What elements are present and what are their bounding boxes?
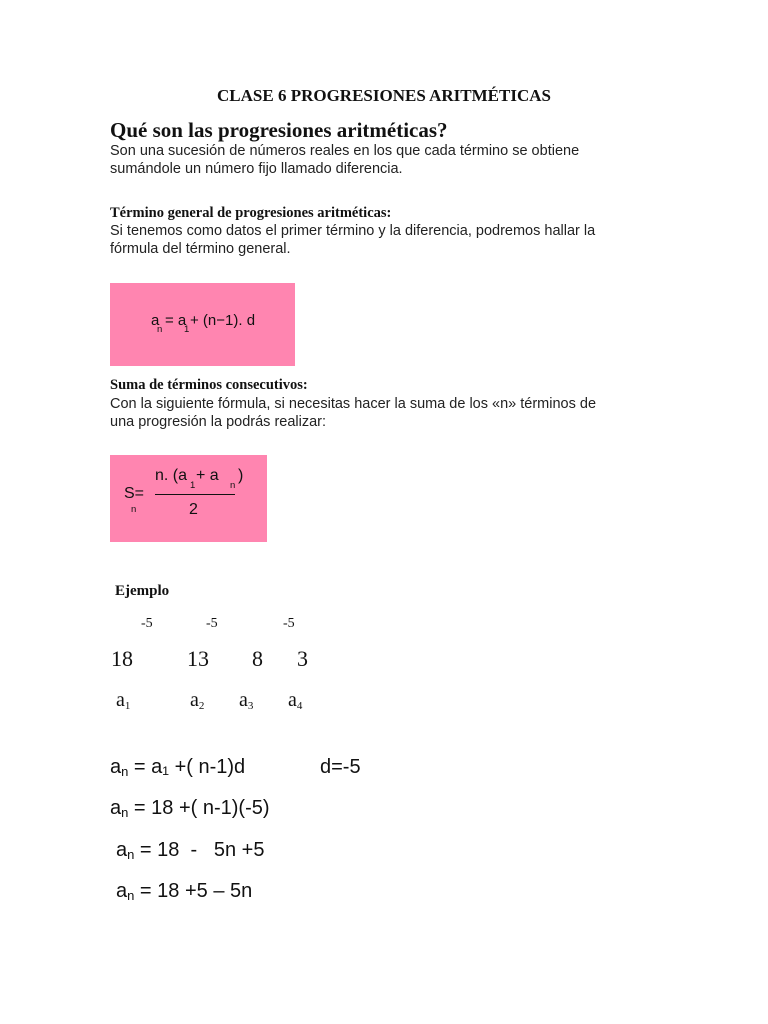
term-label-1: $a_1$ — [116, 689, 131, 712]
term-label-4: $a_4$ — [288, 689, 303, 712]
general-term-formula-box — [110, 283, 295, 366]
sum-line-1: Con la siguiente fórmula, si necesitas hacer la suma de los «n» términos de — [110, 396, 597, 412]
term-label-2: $a_2$ — [190, 689, 205, 712]
sum-formula-box — [110, 455, 267, 542]
sum-heading: Suma de términos consecutivos: — [110, 377, 308, 393]
difference-3: -5 — [283, 616, 295, 631]
sum-s-sub: n — [131, 504, 137, 515]
sum-num-n: n — [230, 480, 236, 491]
term-body — [110, 222, 595, 258]
fraction-bar — [155, 494, 235, 495]
sum-line-2: una progresión la podrás realizar: — [110, 414, 327, 430]
equation-1: $a_n = a_1$ +( n-1)d — [110, 756, 246, 779]
difference-1: -5 — [141, 616, 153, 631]
what-body — [110, 142, 579, 178]
sequence-term-2: 13 — [187, 646, 209, 671]
term-line-2: fórmula del término general. — [110, 241, 291, 257]
formula-n-sub: n — [157, 324, 163, 335]
what-line-2: sumándole un número fijo llamado diferencia. — [110, 161, 403, 177]
formula-rest: + (n−1). d — [190, 312, 256, 329]
sum-num-1: 1 — [190, 480, 196, 491]
what-line-1: Son una sucesión de números reales en los que cada término se obtiene — [110, 143, 580, 159]
formula-a: a — [151, 312, 160, 329]
sum-num-close: ) — [238, 467, 244, 484]
sum-num-plus: + a — [196, 467, 219, 484]
equation-3: $a_n = 18 - 5n +5$ — [116, 839, 265, 862]
term-heading: Término general de progresiones aritméticas: — [110, 205, 392, 221]
sequence-term-1: 18 — [111, 646, 133, 671]
sequence-term-4: 3 — [297, 646, 308, 671]
example-label: Ejemplo — [115, 583, 170, 599]
equation-1-difference: d=-5 — [320, 756, 361, 778]
equation-4: $a_n = 18 +5 - 5n$ — [116, 880, 253, 903]
term-line-1: Si tenemos como datos el primer término y la diferencia, podremos hallar la — [110, 223, 596, 239]
sum-body — [110, 395, 596, 431]
what-heading: Qué son las progresiones aritméticas? — [110, 118, 448, 142]
sum-den: 2 — [189, 501, 198, 518]
formula-eq: = a — [165, 312, 187, 329]
difference-2: -5 — [206, 616, 218, 631]
sum-num-a: n. (a — [155, 467, 188, 484]
document-title: CLASE 6 PROGRESIONES ARITMÉTICAS — [217, 86, 551, 105]
formula-one-sub: 1 — [184, 324, 190, 335]
equation-2: $a_n = 18$ +( n-1)(-5) — [110, 797, 270, 820]
sum-s: S= — [124, 485, 145, 502]
term-label-3: $a_3$ — [239, 689, 254, 712]
sequence-term-3: 8 — [252, 646, 263, 671]
